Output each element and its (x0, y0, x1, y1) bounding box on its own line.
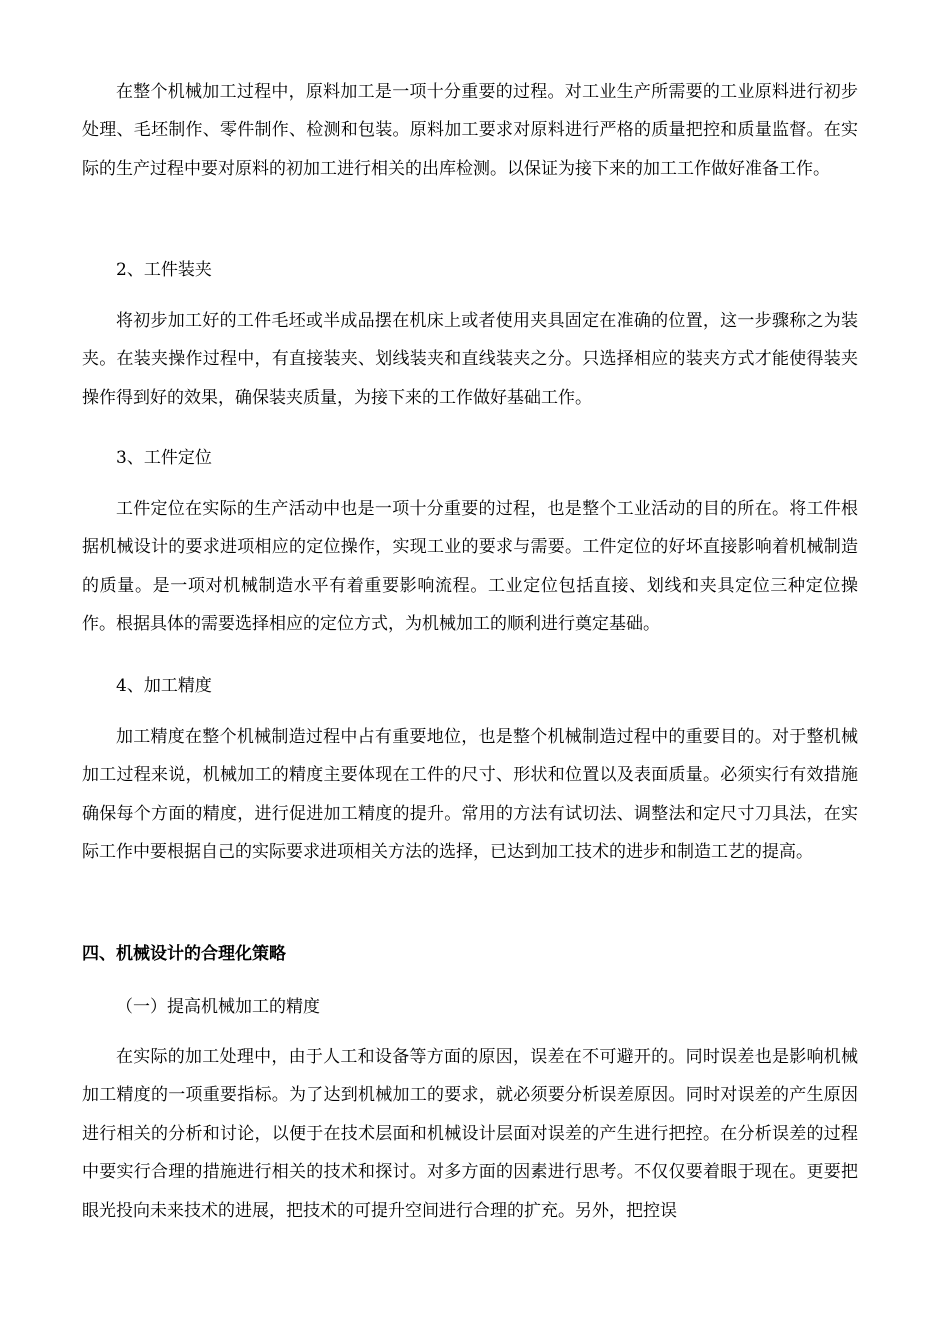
paragraph-error-analysis: 在实际的加工处理中，由于人工和设备等方面的原因，误差在不可避开的。同时误差也是影响机械加工精度的一项重要指标。为了达到机械加工的要求，就必须要分析误差原因。同时对误差的产生原因进行相关的分析和讨论，以便于在技术层面和机械设计层面对误差的产生进行把控。在分析误差的过程中要实行合理的措施进行相关的技术和探讨。对多方面的因素进行思考。不仅仅要着眼于现在。更要把眼光投向未来技术的进展，把技术的可提升空间进行合理的扩充。另外，把控误 (82, 1047, 858, 1221)
paragraph-machining-precision: 加工精度在整个机械制造过程中占有重要地位，也是整个机械制造过程中的重要目的。对于整机械加工过程来说，机械加工的精度主要体现在工件的尺寸、形状和位置以及表面质量。必须实行有效措施确保每个方面的精度，进行促进加工精度的提升。常用的方法有试切法、调整法和定尺寸刀具法，在实际工作中要根据自己的实际要求进项相关方法的选择，已达到加工技术的进步和制造工艺的提高。 (82, 727, 858, 863)
heading-workpiece-clamping: 2、工件装夹 (116, 260, 212, 280)
subheading-improve-precision: （一）提高机械加工的精度 (116, 997, 320, 1017)
paragraph-raw-material-processing: 在整个机械加工过程中，原料加工是一项十分重要的过程。对工业生产所需要的工业原料进行初步处理、毛坯制作、零件制作、检测和包装。原料加工要求对原料进行严格的质量把控和质量监督。在实际的生产过程中要对原料的初加工进行相关的出库检测。以保证为接下来的加工工作做好准备工作。 (82, 82, 858, 179)
paragraph-workpiece-clamping: 将初步加工好的工件毛坯或半成品摆在机床上或者使用夹具固定在准确的位置，这一步骤称之为装夹。在装夹操作过程中，有直接装夹、划线装夹和直线装夹之分。只选择相应的装夹方式才能使得装夹操作得到好的效果，确保装夹质量，为接下来的工作做好基础工作。 (82, 311, 858, 408)
section-heading-design-strategy: 四、机械设计的合理化策略 (82, 944, 286, 964)
heading-machining-precision: 4、加工精度 (116, 676, 212, 696)
paragraph-workpiece-positioning: 工件定位在实际的生产活动中也是一项十分重要的过程，也是整个工业活动的目的所在。将工件根据机械设计的要求进项相应的定位操作，实现工业的要求与需要。工件定位的好坏直接影响着机械制造的质量。是一项对机械制造水平有着重要影响流程。工业定位包括直接、划线和夹具定位三种定位操作。根据具体的需要选择相应的定位方式，为机械加工的顺利进行奠定基础。 (82, 499, 858, 635)
heading-workpiece-positioning: 3、工件定位 (116, 448, 212, 468)
